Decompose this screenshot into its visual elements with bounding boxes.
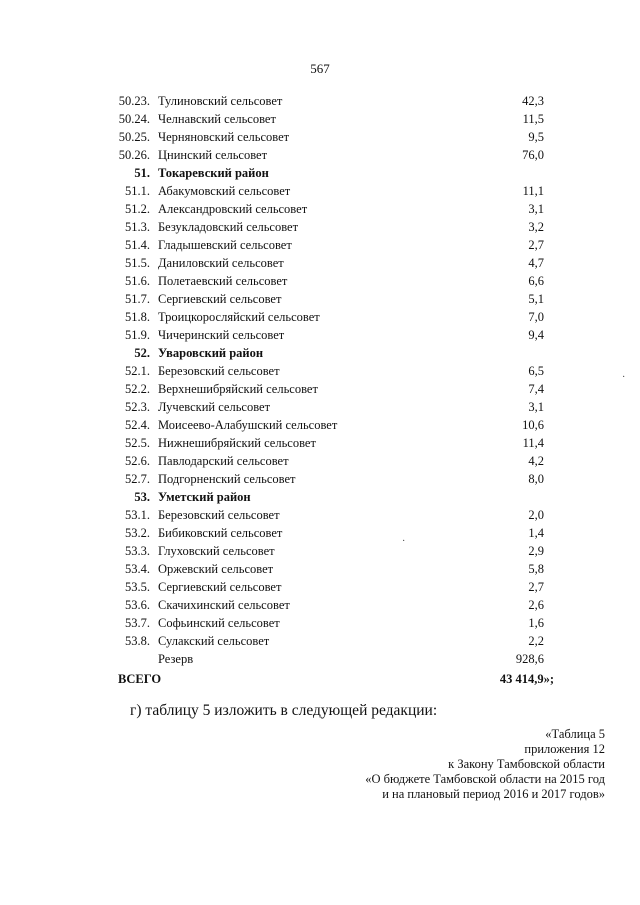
- row-value: 7,0: [528, 310, 544, 324]
- table-row: [0, 506, 640, 524]
- row-number: 52.3.: [125, 400, 150, 414]
- row-number: 52.4.: [125, 418, 150, 432]
- row-number: 53.8.: [125, 634, 150, 648]
- table-row: [0, 146, 640, 164]
- row-value: 5,1: [528, 292, 544, 306]
- table-row: [0, 182, 640, 200]
- row-number: 52.1.: [125, 364, 150, 378]
- row-number: 51.6.: [125, 274, 150, 288]
- budget-table: [0, 92, 640, 668]
- row-number: 51.1.: [125, 184, 150, 198]
- row-value: 4,2: [528, 454, 544, 468]
- row-number: 50.25.: [118, 130, 150, 144]
- row-name: Верхнешибряйский сельсовет: [158, 382, 318, 396]
- row-value: 76,0: [522, 148, 544, 162]
- row-value: 8,0: [528, 472, 544, 486]
- row-name: Абакумовский сельсовет: [158, 184, 291, 198]
- table-row: [0, 290, 640, 308]
- row-name: Уметский район: [158, 490, 251, 504]
- row-number: 51.8.: [125, 310, 150, 324]
- row-name: Подгорненский сельсовет: [158, 472, 296, 486]
- table-row: [0, 362, 640, 380]
- row-name: Лучевский сельсовет: [158, 400, 271, 414]
- table-row: [0, 452, 640, 470]
- row-number: 52.5.: [125, 436, 150, 450]
- row-name: Чичеринский сельсовет: [158, 328, 285, 342]
- table-row: [0, 110, 640, 128]
- row-number: 51.9.: [125, 328, 150, 342]
- heading-line: «О бюджете Тамбовской области на 2015 год: [365, 772, 605, 786]
- table-row: [0, 650, 640, 668]
- row-name: Даниловский сельсовет: [158, 256, 284, 270]
- row-value: 10,6: [522, 418, 544, 432]
- row-value: 42,3: [522, 94, 544, 108]
- total-label: ВСЕГО: [118, 672, 162, 686]
- table-row: [0, 380, 640, 398]
- row-name: Резерв: [158, 652, 194, 666]
- row-name: Безукладовский сельсовет: [158, 220, 299, 234]
- row-value: 6,6: [528, 274, 544, 288]
- table-heading: [365, 727, 605, 802]
- row-name: Софьинский сельсовет: [158, 616, 280, 630]
- table-row: [0, 416, 640, 434]
- row-name: Гладышевский сельсовет: [158, 238, 292, 252]
- row-name: Березовский сельсовет: [158, 364, 280, 378]
- heading-line: и на плановый период 2016 и 2017 годов»: [382, 787, 605, 801]
- row-number: 51.2.: [125, 202, 150, 216]
- row-name: Тулиновский сельсовет: [158, 94, 283, 108]
- row-name: Березовский сельсовет: [158, 508, 280, 522]
- table-row: [0, 326, 640, 344]
- row-name: Полетаевский сельсовет: [158, 274, 288, 288]
- district-row: [0, 164, 640, 182]
- row-name: Сергиевский сельсовет: [158, 580, 282, 594]
- row-number: 51.3.: [125, 220, 150, 234]
- row-value: 928,6: [515, 652, 544, 666]
- row-number: 53.5.: [125, 580, 150, 594]
- row-name: Моисеево-Алабушский сельсовет: [158, 418, 338, 432]
- row-number: 53.: [134, 490, 150, 504]
- row-number: 53.2.: [125, 526, 150, 540]
- table-row: [0, 632, 640, 650]
- district-row: [0, 344, 640, 362]
- row-value: 2,2: [528, 634, 544, 648]
- row-value: 2,6: [528, 598, 544, 612]
- row-number: 50.26.: [118, 148, 150, 162]
- row-name: Бибиковский сельсовет: [158, 526, 283, 540]
- row-name: Троицкоросляйский сельсовет: [158, 310, 320, 324]
- row-number: 51.: [134, 166, 150, 180]
- table-row: [0, 542, 640, 560]
- row-name: Челнавский сельсовет: [158, 112, 276, 126]
- row-name: Павлодарский сельсовет: [158, 454, 289, 468]
- row-value: 1,6: [528, 616, 544, 630]
- row-number: 51.7.: [125, 292, 150, 306]
- row-number: 52.6.: [125, 454, 150, 468]
- district-row: [0, 488, 640, 506]
- table-row: [0, 434, 640, 452]
- table-row: [0, 92, 640, 110]
- table-row: [0, 128, 640, 146]
- row-value: 1,4: [528, 526, 544, 540]
- row-name: Скачихинский сельсовет: [158, 598, 290, 612]
- row-name: Сергиевский сельсовет: [158, 292, 282, 306]
- row-value: 6,5: [528, 364, 544, 378]
- row-name: Оржевский сельсовет: [158, 562, 274, 576]
- row-number: 51.5.: [125, 256, 150, 270]
- table-row: [0, 398, 640, 416]
- row-number: 52.2.: [125, 382, 150, 396]
- row-value: 4,7: [528, 256, 544, 270]
- row-number: 53.3.: [125, 544, 150, 558]
- table-row: [0, 614, 640, 632]
- row-value: 3,1: [528, 202, 544, 216]
- row-value: 7,4: [528, 382, 544, 396]
- row-value: 2,9: [528, 544, 544, 558]
- row-number: 50.23.: [118, 94, 150, 108]
- table-row: [0, 578, 640, 596]
- row-number: 51.4.: [125, 238, 150, 252]
- table-row: [0, 470, 640, 488]
- row-name: Сулакский сельсовет: [158, 634, 270, 648]
- table-row: [0, 272, 640, 290]
- table-row: [0, 308, 640, 326]
- row-value: 5,8: [528, 562, 544, 576]
- row-value: 9,5: [528, 130, 544, 144]
- row-value: 2,7: [528, 238, 544, 252]
- table-row: [0, 254, 640, 272]
- row-value: 3,1: [528, 400, 544, 414]
- heading-line: к Закону Тамбовской области: [448, 757, 605, 771]
- row-name: Александровский сельсовет: [158, 202, 308, 216]
- page-number: 567: [310, 61, 330, 76]
- row-number: 50.24.: [118, 112, 150, 126]
- row-name: Цнинский сельсовет: [158, 148, 268, 162]
- row-name: Нижнешибряйский сельсовет: [158, 436, 316, 450]
- table-row: [0, 236, 640, 254]
- row-name: Глуховский сельсовет: [158, 544, 275, 558]
- row-number: 53.1.: [125, 508, 150, 522]
- row-number: 52.: [134, 346, 150, 360]
- row-value: 9,4: [528, 328, 544, 342]
- total-value: 43 414,9»;: [499, 672, 554, 686]
- table-row: [0, 560, 640, 578]
- row-number: 53.7.: [125, 616, 150, 630]
- table-row: [0, 218, 640, 236]
- row-value: 11,1: [522, 184, 544, 198]
- scan-speck: ·: [622, 372, 626, 383]
- heading-line: «Таблица 5: [545, 727, 605, 741]
- row-name: Черняновский сельсовет: [158, 130, 290, 144]
- row-value: 2,7: [528, 580, 544, 594]
- heading-line: приложения 12: [524, 742, 605, 756]
- table-row: [0, 596, 640, 614]
- row-number: 52.7.: [125, 472, 150, 486]
- row-number: 53.4.: [125, 562, 150, 576]
- scan-speck: ·: [402, 536, 406, 547]
- table-row: [0, 524, 640, 542]
- total-row: [0, 670, 640, 688]
- instruction-text: г) таблицу 5 изложить в следующей редакции:: [130, 702, 438, 719]
- row-value: 11,4: [522, 436, 544, 450]
- row-name: Уваровский район: [158, 346, 264, 360]
- row-value: 2,0: [528, 508, 544, 522]
- row-name: Токаревский район: [158, 166, 269, 180]
- row-number: 53.6.: [125, 598, 150, 612]
- row-value: 3,2: [528, 220, 544, 234]
- row-value: 11,5: [522, 112, 544, 126]
- table-row: [0, 200, 640, 218]
